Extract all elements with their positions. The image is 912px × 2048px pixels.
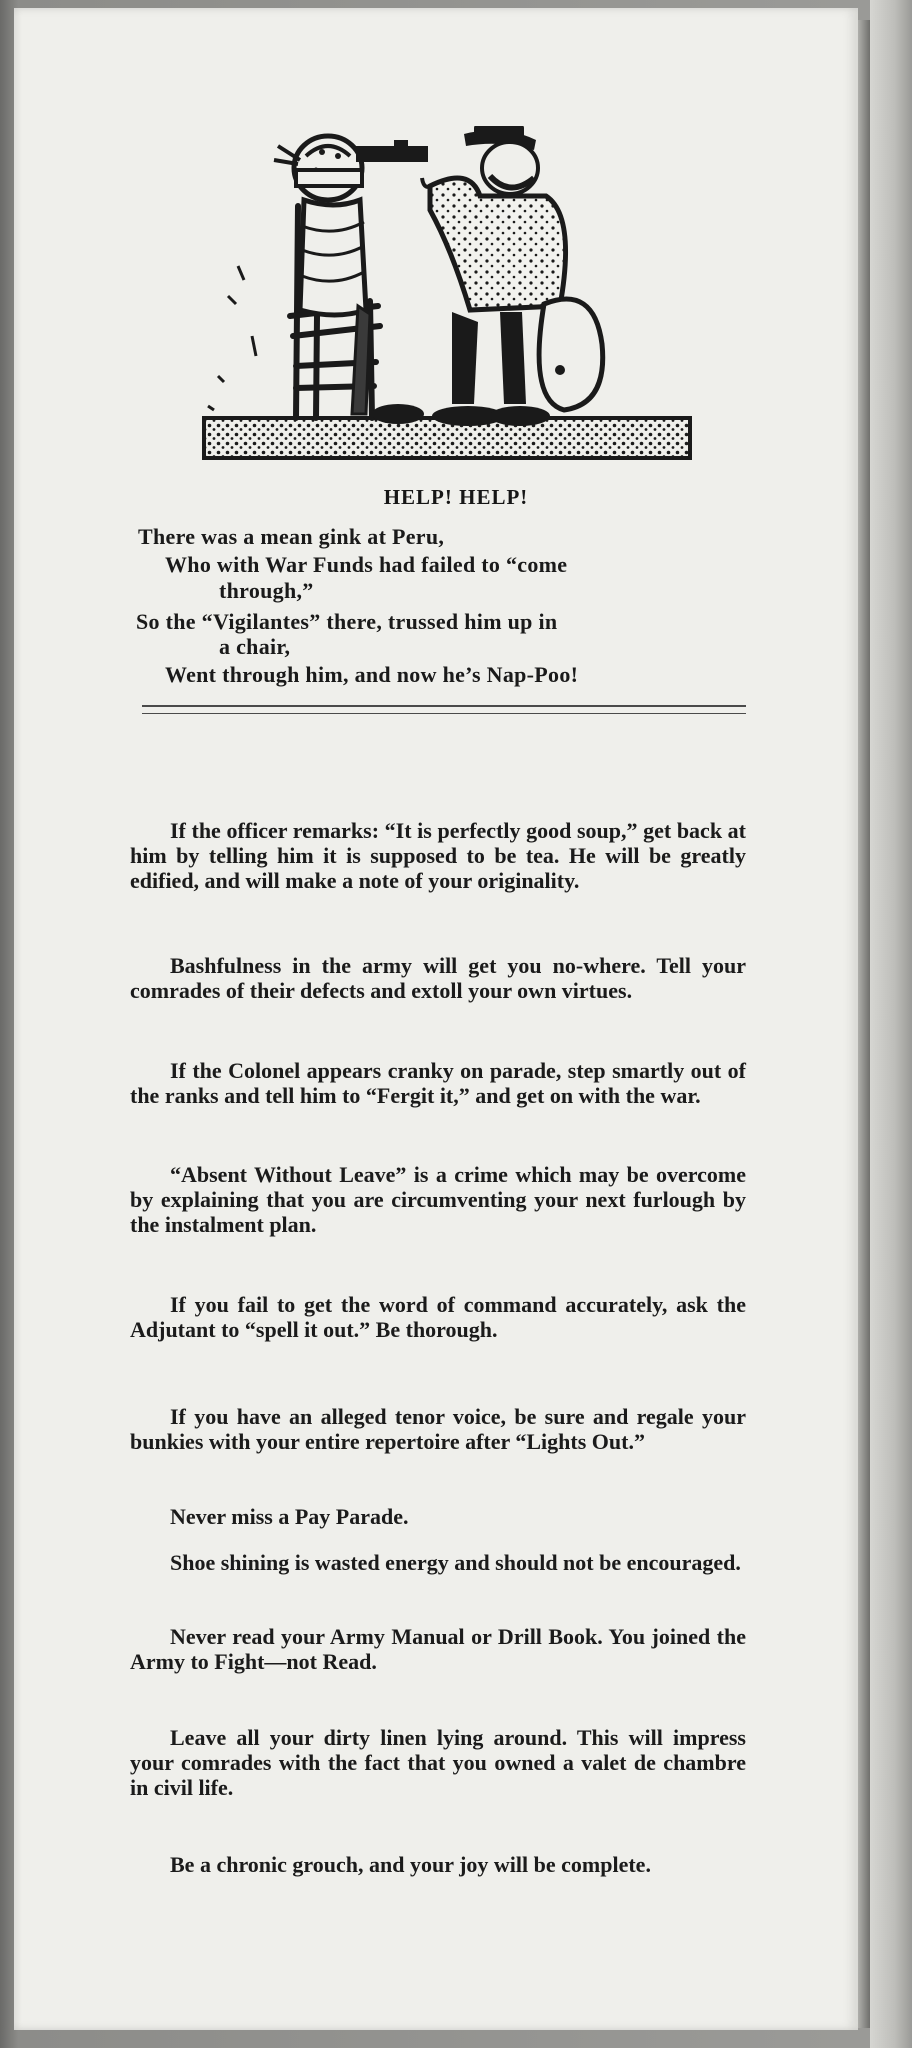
divider-rule-bottom xyxy=(142,713,746,714)
verse-line-2: Who with War Funds had failed to “come xyxy=(165,552,568,577)
advice-paragraph-3: If the Colonel appears cranky on parade, step smartly out of the ranks and tell him to “Fergit it,” and get on with the war. xyxy=(130,1058,746,1108)
advice-paragraph-6: If you have an alleged tenor voice, be sure and regale your bunkies with your entire repertoire after “Lights Out.” xyxy=(130,1404,746,1454)
advice-paragraph-2: Bashfulness in the army will get you no-where. Tell your comrades of their defects and extoll your own virtues. xyxy=(130,953,746,1003)
advice-paragraph-8: Shoe shining is wasted energy and should not be encouraged. xyxy=(170,1550,741,1575)
adjacent-page-edge xyxy=(870,0,912,2048)
verse-line-3: through,” xyxy=(219,578,314,603)
verse-title: HELP! HELP! xyxy=(383,485,529,509)
motion-marks xyxy=(208,266,256,410)
verse-line-4: So the “Vigilantes” there, trussed him up in xyxy=(136,609,558,634)
advice-paragraph-4: “Absent Without Leave” is a crime which may be overcome by explaining that you are circumventing your next furlough by the instalment plan. xyxy=(130,1162,746,1237)
advice-paragraph-9: Never read your Army Manual or Drill Book. You joined the Army to Fight—not Read. xyxy=(130,1624,746,1674)
verse-line-5: a chair, xyxy=(219,634,291,659)
cartoon-illustration xyxy=(198,126,698,466)
divider-rule-top xyxy=(142,705,746,707)
verse-line-1: There was a mean gink at Peru, xyxy=(138,524,445,549)
advice-paragraph-10: Leave all your dirty linen lying around. This will impress your comrades with the fact that you owned a valet de chambre in civil life. xyxy=(130,1725,746,1800)
advice-paragraph-5: If you fail to get the word of command accurately, ask the Adjutant to “spell it out.” Be thorough. xyxy=(130,1292,746,1342)
advice-paragraph-7: Never miss a Pay Parade. xyxy=(170,1504,409,1529)
bandit-figure xyxy=(356,126,603,426)
advice-paragraph-1: If the officer remarks: “It is perfectly good soup,” get back at him by telling him it is supposed to be tea. He will be greatly edified, and will make a note of your originality. xyxy=(130,818,746,893)
advice-paragraph-11: Be a chronic grouch, and your joy will be complete. xyxy=(170,1852,651,1877)
verse-line-6: Went through him, and now he’s Nap-Poo! xyxy=(165,662,579,687)
